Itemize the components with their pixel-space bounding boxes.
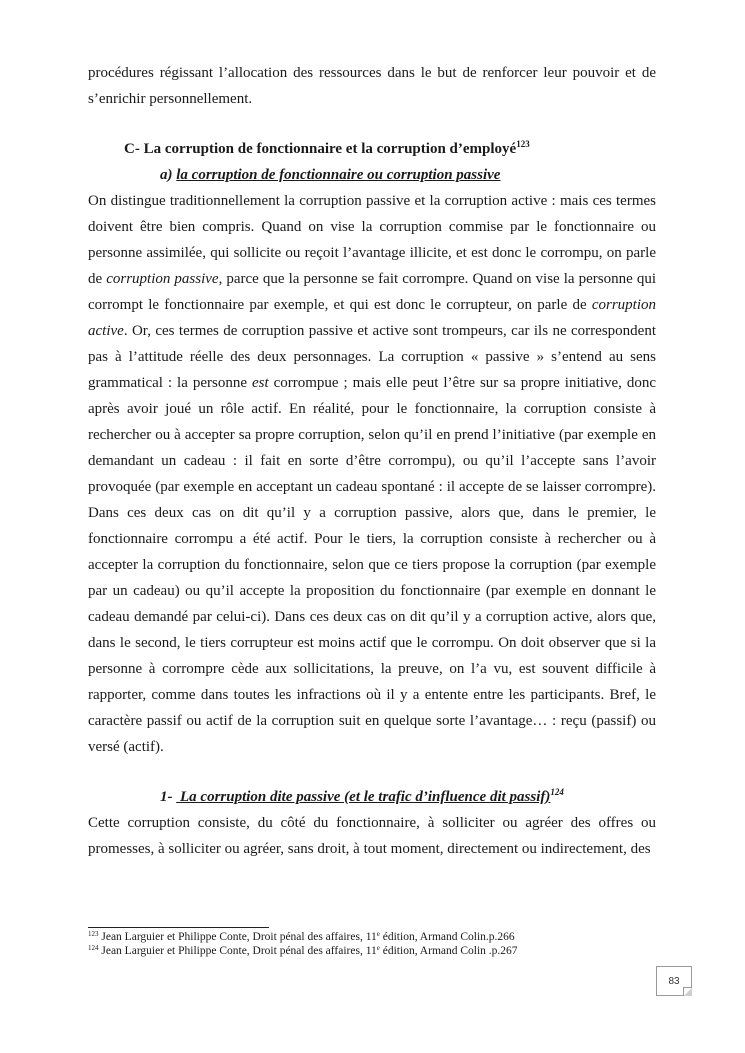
footnote-ref-124[interactable]: 124 <box>550 787 564 797</box>
footnote-text: Jean Larguier et Philippe Conte, Droit pénal des affaires, 11 <box>101 945 377 957</box>
para1-text-4: corrompue ; mais elle peut l’être sur sa propre initiative, donc après avoir joué un rôle actif. En réalité, pour le fonctionnaire, la corruption consiste à rechercher ou à accepter sa propre corruption, selon qu’il en prend l’initiative (par exemple en demandant un cadeau : il fait en sorte d’être corrompu), ou qu’il l’accepte sans l’avoir provoquée (par exemple en acceptant un cadeau spontané : il accepte de se laisser corrompre). Dans ces deux cas on dit qu’il y a corruption passive, alors que, dans le premier, le fonctionnaire corrompu a été actif. Pour le tiers, la corruption consiste à rechercher ou à accepter la corruption du fonctionnaire, selon que ce tiers propose la corruption (par exemple par un cadeau) ou qu’il accepte la proposition du fonctionnaire (par exemple en donnant le cadeau demandé par celui-ci). Dans ces deux cas on dit qu’il y a corruption active, alors que, dans le second, le tiers corrupteur est moins actif que le corrompu. On doit observer que si la personne à corrompre cède aux sollicitations, la preuve, on l’a vu, est souvent difficile à rapporter, comme dans toutes les infractions où il y a entente entre les participants. Bref, le caractère passif ou actif de la corruption suit en quelque sorte l’avantage… : reçu (passif) ou versé (actif). <box>88 375 656 755</box>
subsection-a-heading <box>160 162 656 188</box>
footnotes <box>88 930 656 958</box>
subsection-1-prefix: 1- <box>160 789 173 805</box>
para1-italic-1: corruption passive <box>106 271 219 287</box>
page-fold-icon <box>683 987 692 996</box>
page-number: 83 <box>668 976 680 987</box>
second-paragraph: Cette corruption consiste, du côté du fonctionnaire, à solliciter ou agréer des offres ou promesses, à solliciter ou agréer, sans droit, à tout moment, directement ou indirectement, des <box>88 815 656 857</box>
para1-text-3: . Or, ces termes de corruption passive et active sont trompeurs, car ils ne correspondent pas à l’attitude réelle des deux personnages. La corruption « passive » s’entend au sens grammatical : la personne <box>88 323 656 391</box>
main-paragraph <box>88 188 656 760</box>
subsection-a-prefix: a) <box>160 167 173 183</box>
para1-italic-3: est <box>251 375 269 391</box>
footnote-text-end: édition, Armand Colin .p.267 <box>379 945 518 957</box>
page-body <box>88 60 656 862</box>
footnote-text-end: édition, Armand Colin.p.266 <box>379 931 515 943</box>
subsection-1-title <box>176 789 550 805</box>
para1-text-2: , parce que la personne se fait corrompre. Quand on vise la personne qui corrompt le fonctionnaire par exemple, et qui est donc le corrupteur, on parle de <box>88 271 656 313</box>
subsection-1-heading <box>160 784 656 810</box>
para1-text-1: On distingue traditionnellement la corruption passive et la corruption active : mais ces termes doivent être bien compris. Quand on vise la corruption commise par le fonctionnaire ou personne assimilée, qui sollicite ou reçoit l’avantage illicite, et est donc le corrompu, on parle de <box>88 193 656 287</box>
edition-superscript: e <box>376 930 380 938</box>
edition-superscript: e <box>376 944 380 952</box>
subsection-1-title-text: La corruption dite passive (et le trafic d’influence dit passif) <box>180 789 551 805</box>
footnote-ref-123[interactable]: 123 <box>516 139 530 149</box>
subsection-a-title: la corruption de fonctionnaire ou corruption passive <box>176 167 501 183</box>
para1-italic-2: corruption active <box>88 297 656 339</box>
footnote-number: 124 <box>88 944 99 952</box>
footnote-124 <box>88 944 656 958</box>
footnote-divider <box>88 927 269 928</box>
intro-paragraph: procédures régissant l’allocation des ressources dans le but de renforcer leur pouvoir et de s’enrichir personnellement. <box>88 65 656 107</box>
page-number-box <box>656 966 692 996</box>
footnote-123 <box>88 930 656 944</box>
footnote-text: Jean Larguier et Philippe Conte, Droit pénal des affaires, 11 <box>101 931 377 943</box>
section-c-title: C- La corruption de fonctionnaire et la corruption d’employé <box>124 141 517 157</box>
footnote-number: 123 <box>88 930 99 938</box>
section-c-heading <box>124 136 656 162</box>
